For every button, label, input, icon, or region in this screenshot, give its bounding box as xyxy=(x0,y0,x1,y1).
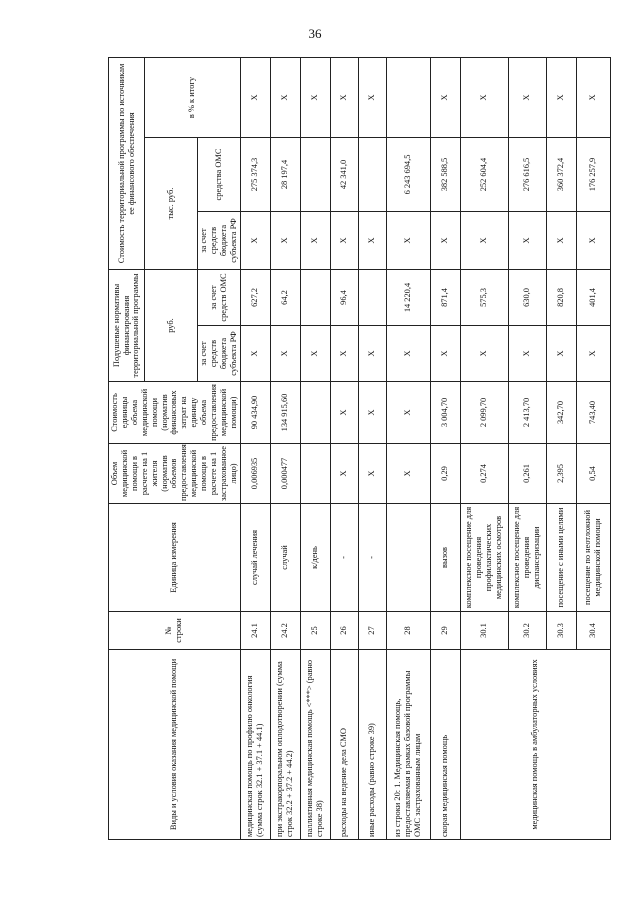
cell-num: 26 xyxy=(330,612,358,650)
cell-cost-oms xyxy=(358,138,386,212)
table-row xyxy=(240,57,270,839)
cell-percent: X xyxy=(546,57,576,137)
cell-norm-budget: X xyxy=(270,326,300,382)
cell-cost-oms: 275 374,3 xyxy=(240,138,270,212)
cell-norm-oms xyxy=(358,270,386,326)
cell-norm-budget: X xyxy=(386,326,430,382)
cell-volume: X xyxy=(330,444,358,504)
cell-percent: X xyxy=(240,57,270,137)
cell-kind: расходы на ведение дела СМО xyxy=(330,650,358,840)
cell-unit: - xyxy=(330,504,358,612)
cell-cost-budget: X xyxy=(330,212,358,270)
header-kind: Виды и условия оказания медицинской помощи xyxy=(109,650,241,840)
cell-norm-oms: 871,4 xyxy=(430,270,460,326)
cell-norm-oms: 627,2 xyxy=(240,270,270,326)
cell-cost-budget: X xyxy=(576,212,610,270)
cell-cost: 90 434,90 xyxy=(240,382,270,444)
cell-norm-oms: 401,4 xyxy=(576,270,610,326)
cell-percent: X xyxy=(358,57,386,137)
cell-percent: X xyxy=(460,57,508,137)
cell-unit xyxy=(386,504,430,612)
cell-unit: - xyxy=(358,504,386,612)
page-number: 36 xyxy=(308,26,322,41)
cell-cost-budget: X xyxy=(546,212,576,270)
cell-unit: комплексное посещение для проведения диспансеризации xyxy=(508,504,546,612)
cell-num: 28 xyxy=(386,612,430,650)
cell-percent: X xyxy=(300,57,330,137)
cell-cost-budget: X xyxy=(270,212,300,270)
cell-cost-oms: 6 243 694,5 xyxy=(386,138,430,212)
cell-norm-budget: X xyxy=(358,326,386,382)
cell-norm-oms: 96,4 xyxy=(330,270,358,326)
cell-kind: паллиативная медицинская помощь <***> (равно строке 38) xyxy=(300,650,330,840)
header-norm-budget: за счет средств бюджета субъекта РФ xyxy=(198,326,241,382)
header-row-number: № строки xyxy=(109,612,241,650)
table-row xyxy=(330,57,358,839)
cell-percent: X xyxy=(576,57,610,137)
cell-unit: комплексное посещение для проведения профилактических медицинских осмотров xyxy=(460,504,508,612)
cell-volume: 0,006935 xyxy=(240,444,270,504)
cell-cost-budget: X xyxy=(460,212,508,270)
financing-table xyxy=(108,57,611,840)
cell-norm-oms: 820,8 xyxy=(546,270,576,326)
cell-unit: случай лечения xyxy=(240,504,270,612)
cell-cost-oms xyxy=(300,138,330,212)
cell-volume: 2,395 xyxy=(546,444,576,504)
header-norm-oms: за счет средств ОМС xyxy=(198,270,241,326)
cell-norm-budget: X xyxy=(508,326,546,382)
cell-percent xyxy=(386,57,430,137)
cell-cost-oms: 382 588,5 xyxy=(430,138,460,212)
cell-volume: 0,000477 xyxy=(270,444,300,504)
cell-volume: 0,274 xyxy=(460,444,508,504)
cell-cost-budget: X xyxy=(508,212,546,270)
cell-unit: вызов xyxy=(430,504,460,612)
header-cost-budget: за счет средств бюджета субъекта РФ xyxy=(198,212,241,270)
cell-num: 24.2 xyxy=(270,612,300,650)
cell-norm-budget: X xyxy=(576,326,610,382)
cell-kind: скорая медицинская помощь xyxy=(430,650,460,840)
table-row xyxy=(358,57,386,839)
cell-kind: медицинская помощь в амбулаторных условиях xyxy=(460,650,610,840)
cell-cost: 2 413,70 xyxy=(508,382,546,444)
cell-kind: медицинская помощь по профилю онкология (сумма строк 32.1 + 37.1 + 44.1) xyxy=(240,650,270,840)
cell-cost: 3 004,70 xyxy=(430,382,460,444)
cell-norm-budget: X xyxy=(546,326,576,382)
cell-kind: иные расходы (равно строке 39) xyxy=(358,650,386,840)
cell-kind: при экстракорпоральном оплодотворении (сумма строк 32.2 + 37.2 + 44.2) xyxy=(270,650,300,840)
cell-cost: 743,40 xyxy=(576,382,610,444)
cell-cost: 342,70 xyxy=(546,382,576,444)
table-row xyxy=(430,57,460,839)
cell-norm-oms: 575,3 xyxy=(460,270,508,326)
cell-kind: из строки 20: 1. Медицинская помощь, предоставляемая в рамках базовой программы ОМС застрахованным лицам xyxy=(386,650,430,840)
cell-cost-budget: X xyxy=(430,212,460,270)
cell-unit: к/день xyxy=(300,504,330,612)
cell-cost-budget: X xyxy=(386,212,430,270)
cell-cost: 2 099,70 xyxy=(460,382,508,444)
cell-unit: посещение по неотложной медицинской помощи xyxy=(576,504,610,612)
cell-percent: X xyxy=(270,57,300,137)
table-row xyxy=(460,57,508,839)
cell-num: 30.1 xyxy=(460,612,508,650)
cell-cost-oms: 42 341,0 xyxy=(330,138,358,212)
table-row xyxy=(386,57,430,839)
cell-norm-budget: X xyxy=(330,326,358,382)
rotated-table-container xyxy=(108,58,603,840)
header-cost-unit: тыс. руб. xyxy=(145,138,198,270)
cell-unit: случай xyxy=(270,504,300,612)
cell-num: 30.2 xyxy=(508,612,546,650)
cell-num: 30.3 xyxy=(546,612,576,650)
cell-norm-budget: X xyxy=(460,326,508,382)
cell-cost xyxy=(300,382,330,444)
cell-cost: X xyxy=(386,382,430,444)
cell-cost: X xyxy=(330,382,358,444)
cell-unit: посещение с иными целями xyxy=(546,504,576,612)
header-cost-oms: средства ОМС xyxy=(198,138,241,212)
cell-num: 25 xyxy=(300,612,330,650)
cell-norm-oms: 14 220,4 xyxy=(386,270,430,326)
header-per-capita-norms: Подушевые нормативы финансирования территориальной программы xyxy=(109,270,145,382)
cell-cost-budget: X xyxy=(240,212,270,270)
cell-volume xyxy=(300,444,330,504)
cell-cost-oms: 252 604,4 xyxy=(460,138,508,212)
cell-volume: 0,54 xyxy=(576,444,610,504)
cell-num: 29 xyxy=(430,612,460,650)
header-volume: Объем медицинской помощи в расчете на 1 жителя (норматив объемов предоставления медицинской помощи в расчете на 1 застрахованное лицо) xyxy=(109,444,241,504)
cell-cost-oms: 360 372,4 xyxy=(546,138,576,212)
cell-cost-oms: 176 257,9 xyxy=(576,138,610,212)
header-program-cost: Стоимость территориальной программы по источникам ее финансового обеспечения xyxy=(109,57,145,269)
cell-volume: 0,29 xyxy=(430,444,460,504)
cell-volume: X xyxy=(358,444,386,504)
cell-cost-budget: X xyxy=(358,212,386,270)
cell-percent: X xyxy=(430,57,460,137)
cell-norm-budget: X xyxy=(300,326,330,382)
cell-cost-oms: 276 616,5 xyxy=(508,138,546,212)
header-unit-cost: Стоимость единицы объема медицинской помощи (норматив финансовых затрат на единицу объема предоставления медицинской помощи) xyxy=(109,382,241,444)
cell-num: 27 xyxy=(358,612,386,650)
header-percent: в % к итогу xyxy=(145,57,241,137)
cell-num: 24.1 xyxy=(240,612,270,650)
cell-percent: X xyxy=(508,57,546,137)
cell-norm-oms: 630,0 xyxy=(508,270,546,326)
cell-norm-oms xyxy=(300,270,330,326)
cell-cost-oms: 28 197,4 xyxy=(270,138,300,212)
cell-volume: 0,261 xyxy=(508,444,546,504)
header-norms-unit: руб. xyxy=(145,270,198,382)
cell-volume: X xyxy=(386,444,430,504)
header-unit: Единица измерения xyxy=(109,504,241,612)
cell-num: 30.4 xyxy=(576,612,610,650)
cell-cost: 134 915,60 xyxy=(270,382,300,444)
cell-norm-oms: 64,2 xyxy=(270,270,300,326)
cell-cost: X xyxy=(358,382,386,444)
cell-norm-budget: X xyxy=(430,326,460,382)
table-row xyxy=(270,57,300,839)
cell-cost-budget: X xyxy=(300,212,330,270)
cell-percent: X xyxy=(330,57,358,137)
cell-norm-budget: X xyxy=(240,326,270,382)
table-row xyxy=(300,57,330,839)
